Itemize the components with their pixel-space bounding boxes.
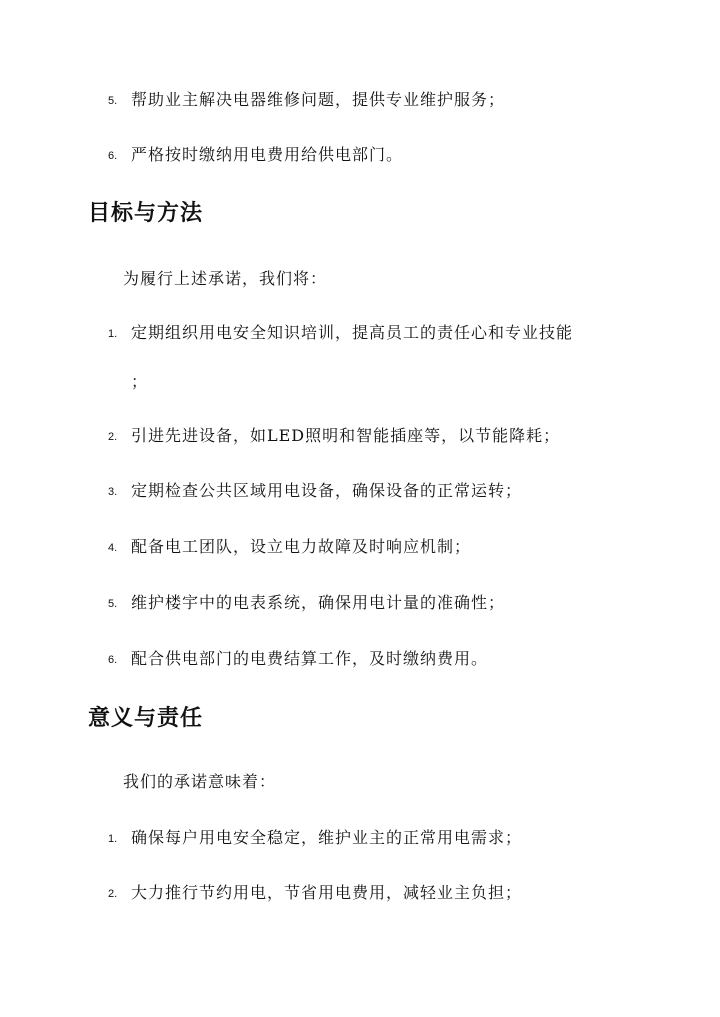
list-text: 定期组织用电安全知识培训，提高员工的责任心和专业技能 — [131, 323, 574, 342]
list-number: 5. — [108, 95, 118, 107]
list-number: 4. — [108, 542, 118, 554]
list-item — [108, 826, 628, 851]
list-text: 配备电工团队，设立电力故障及时响应机制； — [131, 537, 472, 556]
list-number: 6. — [108, 150, 118, 162]
list-item — [108, 143, 628, 168]
list-text: 维护楼宇中的电表系统，确保用电计量的准确性； — [131, 593, 506, 612]
section-intro-meaning: 我们的承诺意味着： — [123, 772, 277, 791]
list-item — [108, 591, 628, 616]
list-text: 配合供电部门的电费结算工作，及时缴纳费用。 — [131, 649, 489, 668]
list-text: 严格按时缴纳用电费用给供电部门。 — [131, 145, 404, 164]
list-item — [108, 535, 628, 560]
list-text: 帮助业主解决电器维修问题，提供专业维护服务； — [131, 90, 506, 109]
list-number: 6. — [108, 654, 118, 666]
list-text: 定期检查公共区域用电设备，确保设备的正常运转； — [131, 481, 523, 500]
list-text: 引进先进设备，如LED照明和智能插座等，以节能降耗； — [131, 426, 561, 445]
list-item — [108, 321, 628, 346]
section-heading-meaning: 意义与责任 — [88, 705, 204, 731]
section-heading-goals: 目标与方法 — [88, 200, 204, 226]
list-item — [108, 424, 628, 449]
list-number: 5. — [108, 598, 118, 610]
list-number: 1. — [108, 328, 118, 340]
list-item — [108, 88, 628, 113]
list-text: 大力推行节约用电，节省用电费用，减轻业主负担； — [131, 883, 523, 902]
list-item — [108, 479, 628, 504]
list-number: 1. — [108, 833, 118, 845]
list-number: 3. — [108, 486, 118, 498]
list-number: 2. — [108, 888, 118, 900]
list-item — [108, 881, 628, 906]
list-item — [108, 647, 628, 672]
list-text: 确保每户用电安全稳定，维护业主的正常用电需求； — [131, 828, 523, 847]
list-text-continuation: ； — [131, 372, 149, 391]
section-intro-goals: 为履行上述承诺，我们将： — [123, 269, 328, 288]
list-number: 2. — [108, 431, 118, 443]
